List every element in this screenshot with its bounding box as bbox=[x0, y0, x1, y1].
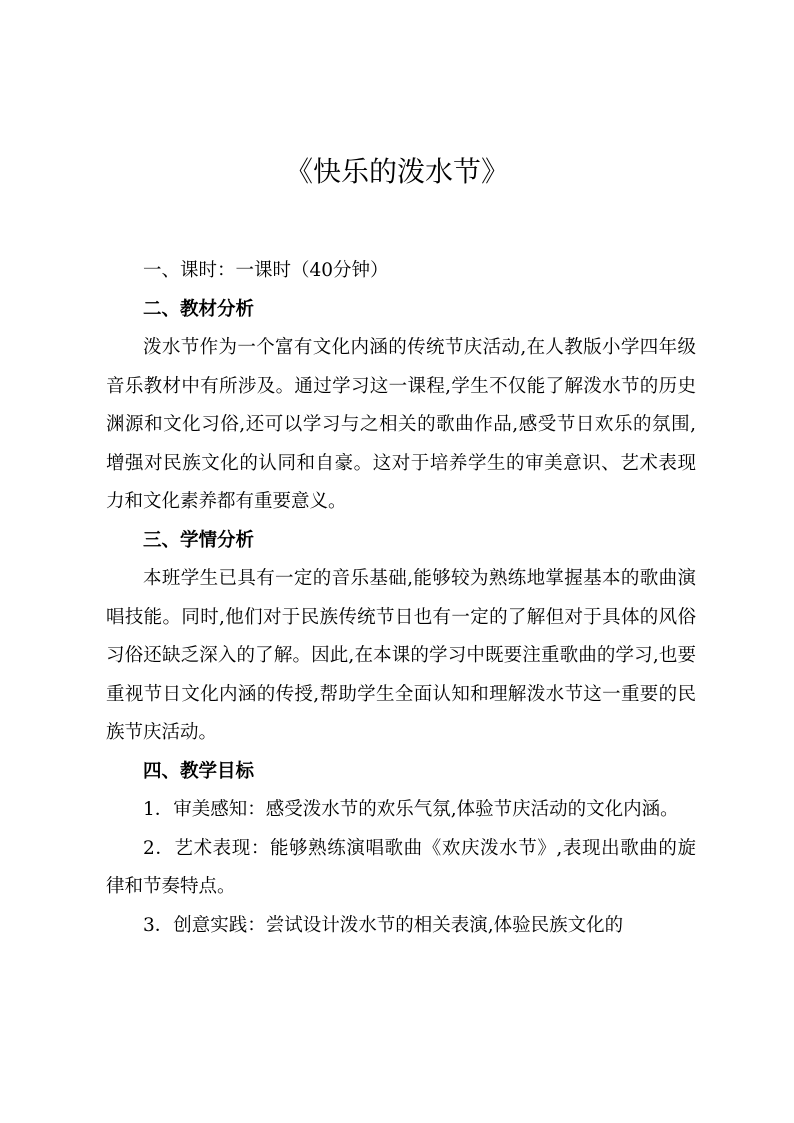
document-title: 《快乐的泼水节》 bbox=[284, 155, 509, 188]
material-analysis-paragraph: 泼水节作为一个富有文化内涵的传统节庆活动,在人教版小学四年级音乐教材中有所涉及。通过学习这一课程,学生不仅能了解泼水节的历史渊源和文化习俗,还可以学习与之相关的歌曲作品,感受节日欢乐的氛围,增强对民族文化的认同和自豪。这对于培养学生的审美意识、艺术表现力和文化素养都有重要意义。 bbox=[106, 337, 696, 512]
student-analysis-paragraph: 本班学生已具有一定的音乐基础,能够较为熟练地掌握基本的歌曲演唱技能。同时,他们对于民族传统节日也有一定的了解但对于具体的风俗习俗还缺乏深入的了解。因此,在本课的学习中既要注重歌曲的学习,也要重视节日文化内涵的传授,帮助学生全面认知和理解泼水节这一重要的民族节庆活动。 bbox=[106, 568, 696, 743]
section-heading-student-analysis: 三、学情分析 bbox=[143, 529, 255, 551]
section-heading-teaching-goals: 四、教学目标 bbox=[143, 760, 255, 782]
lesson-time-line: 一、课时：一课时（40分钟） bbox=[143, 260, 389, 281]
teaching-goal-2: 2．艺术表现：能够熟练演唱歌曲《欢庆泼水节》,表现出歌曲的旋律和节奏特点。 bbox=[106, 837, 696, 897]
teaching-goal-1: 1．审美感知：感受泼水节的欢乐气氛,体验节庆活动的文化内涵。 bbox=[143, 799, 679, 820]
document-body bbox=[106, 252, 696, 945]
section-heading-material-analysis: 二、教材分析 bbox=[143, 298, 255, 320]
teaching-goal-3: 3．创意实践：尝试设计泼水节的相关表演,体验民族文化的 bbox=[143, 914, 624, 936]
